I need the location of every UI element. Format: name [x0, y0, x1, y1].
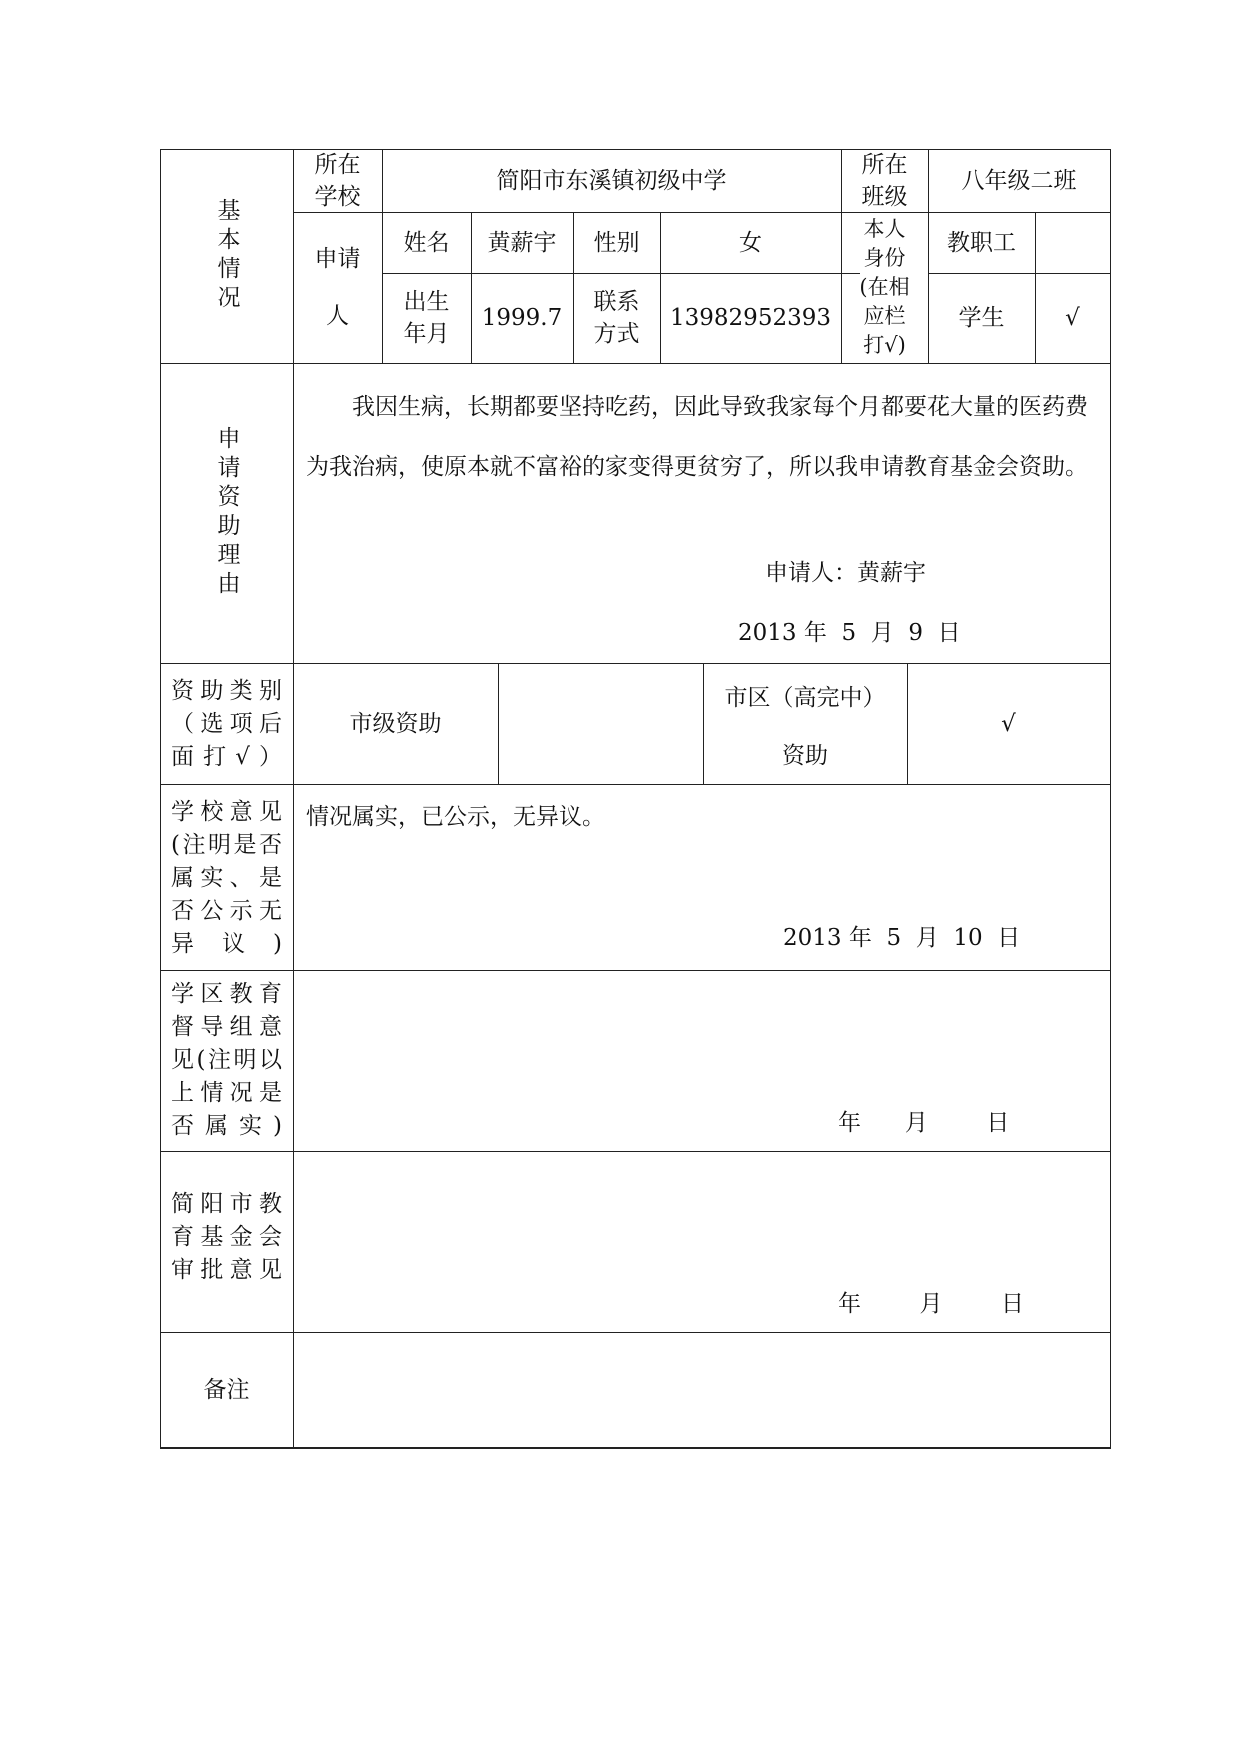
reason-section-label: 申请资助理由 — [213, 426, 240, 600]
remarks-label: 备注 — [203, 1377, 250, 1403]
aid-application-form — [160, 149, 1110, 1449]
contact-label: 联系方式 — [593, 289, 640, 347]
applicant-label-line2: 人 — [326, 303, 349, 329]
foundation-opinion-label: 简阳市教育基金会审批意见 — [171, 1191, 282, 1283]
basic-info-section-label: 基本情况 — [213, 198, 240, 314]
school-opinion-text: 情况属实，已公示，无异议。 — [306, 804, 605, 830]
school-opinion-label: 学校意见(注明是否属实、是否公示无异议) — [171, 799, 282, 957]
name-label: 姓名 — [403, 229, 450, 256]
school-value: 简阳市东溪镇初级中学 — [496, 167, 727, 194]
aid-option-district-mark: √ — [1001, 710, 1016, 737]
gender-label: 性别 — [593, 229, 640, 256]
remarks-value — [293, 1332, 1110, 1448]
aid-type-label: 资助类别（选项后面打√） — [171, 678, 282, 770]
identity-option-student: 学生 — [958, 305, 1005, 331]
name-value: 黄薪宇 — [487, 229, 557, 256]
identity-mark-staff — [1035, 212, 1110, 273]
foundation-opinion-date: 年 月 日 — [838, 1291, 1024, 1317]
birth-value: 1999.7 — [481, 305, 563, 331]
identity-option-staff: 教职工 — [947, 229, 1016, 256]
class-value: 八年级二班 — [961, 167, 1077, 194]
district-opinion-date: 年 月 日 — [838, 1110, 1010, 1136]
identity-mark-student: √ — [1065, 305, 1080, 331]
birth-label: 出生年月 — [403, 289, 450, 347]
contact-value: 13982952393 — [670, 305, 831, 331]
reason-date: 2013 年 5 月 9 日 — [738, 620, 961, 646]
aid-option-city-mark — [498, 663, 703, 784]
gender-value: 女 — [739, 229, 762, 256]
aid-option-city: 市级资助 — [349, 710, 442, 737]
aid-option-district-line2: 资助 — [782, 743, 828, 769]
aid-option-district-line1: 市区（高完中） — [724, 684, 886, 711]
reason-applicant-signature: 申请人：黄薪宇 — [765, 560, 926, 586]
school-label: 所在学校 — [314, 151, 361, 210]
applicant-label-line1: 申请 — [314, 245, 361, 272]
reason-text: 我因生病，长期都要坚持吃药，因此导致我家每个月都要花大量的医药费为我治病，使原本就不富裕的家变得更贫穷了，所以我申请教育基金会资助。 — [306, 394, 1088, 480]
identity-label: 本人身份(在相应栏打√) — [859, 217, 910, 357]
district-opinion-label: 学区教育督导组意见(注明以上情况是否属实) — [171, 981, 282, 1139]
school-opinion-date: 2013 年 5 月 10 日 — [783, 925, 1021, 951]
class-label: 所在班级 — [861, 151, 908, 210]
